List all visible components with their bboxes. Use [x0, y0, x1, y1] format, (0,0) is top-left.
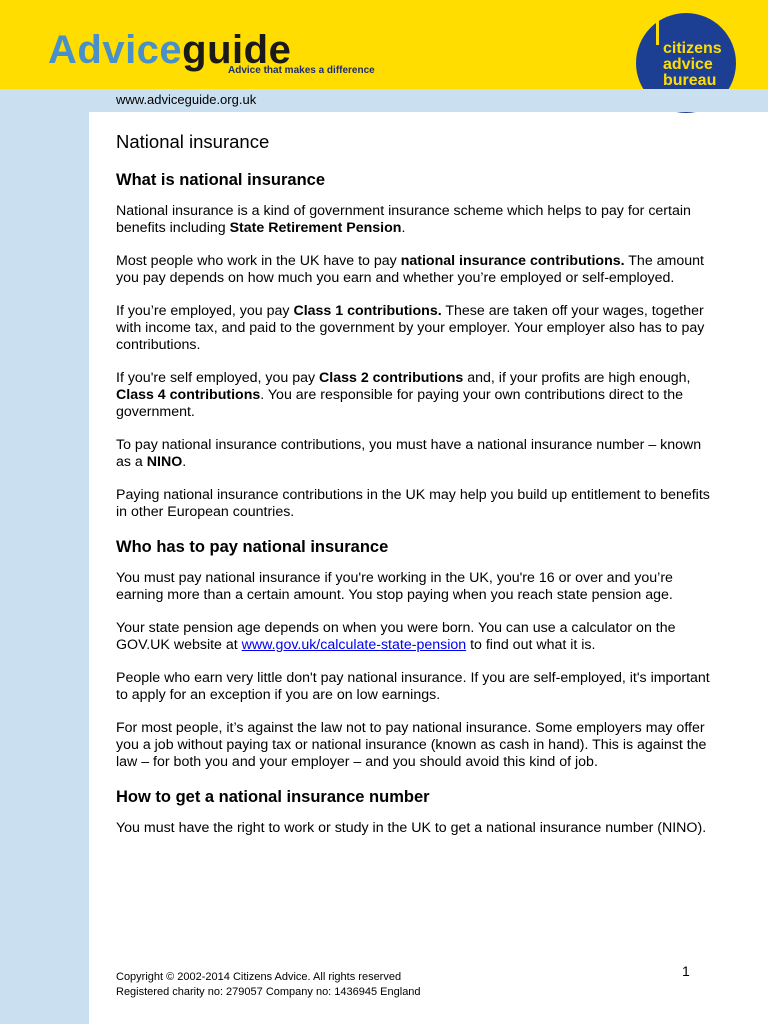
paragraph: You must pay national insurance if you're working in the UK, you're 16 or over and you’re earning more than a certain amount. You stop paying when you reach state pension age.: [116, 570, 673, 603]
logo-line-2: advice: [663, 56, 713, 73]
logo-line-1: citizens: [663, 40, 722, 57]
site-url[interactable]: www.adviceguide.org.uk: [116, 92, 257, 107]
paragraph: If you’re employed, you pay Class 1 contributions. These are taken off your wages, together with income tax, and paid to the government by your employer. Your employer also has to pay contributions.: [116, 303, 705, 353]
state-pension-link[interactable]: www.gov.uk/calculate-state-pension: [241, 637, 467, 653]
paragraph: Most people who work in the UK have to pay national insurance contributions. The amount you pay depends on how much you earn and whether you’re employed or self-employed.: [116, 253, 704, 286]
footer: [116, 970, 421, 1000]
logo-bar-mark: [656, 19, 659, 45]
document-body: [116, 131, 712, 853]
paragraph: For most people, it’s against the law not to pay national insurance. Some employers may offer you a job without paying tax or national insurance (known as cash in hand). This is against the law – for both you and your employer – and you should avoid this kind of job.: [116, 720, 707, 770]
paragraph: National insurance is a kind of government insurance scheme which helps to pay for certain benefits including State Retirement Pension.: [116, 203, 691, 236]
brand-part-guide: guide: [182, 28, 292, 72]
paragraph: To pay national insurance contributions, you must have a national insurance number – known as a NINO.: [116, 437, 702, 470]
section-heading: How to get a national insurance number: [116, 788, 430, 806]
section-heading: What is national insurance: [116, 171, 326, 189]
paragraph: Your state pension age depends on when you were born. You can use a calculator on the GOV.UK website at www.gov.uk/calculate-state-pension to find out what it is.: [116, 620, 676, 653]
paragraph: Paying national insurance contributions in the UK may help you build up entitlement to benefits in other European countries.: [116, 487, 710, 520]
brand-part-advice: Advice: [48, 28, 183, 72]
page-title: National insurance: [116, 131, 270, 152]
paragraph: You must have the right to work or study in the UK to get a national insurance number (NINO).: [116, 820, 707, 836]
paragraph: If you're self employed, you pay Class 2 contributions and, if your profits are high enough, Class 4 contributions. You are responsible for paying your own contributions direct to the government.: [116, 370, 691, 420]
left-sidebar-band: [0, 89, 89, 1024]
logo-text: [663, 41, 722, 89]
logo-line-3: bureau: [663, 72, 717, 89]
copyright-text: Copyright © 2002-2014 Citizens Advice. All rights reserved: [116, 971, 402, 983]
tagline: Advice that makes a difference: [228, 65, 375, 76]
charity-registration-text: Registered charity no: 279057 Company no: 1436945 England: [116, 986, 421, 998]
section-heading: Who has to pay national insurance: [116, 538, 389, 556]
page-number: 1: [682, 963, 690, 979]
paragraph: People who earn very little don't pay national insurance. If you are self-employed, it's important to apply for an exception if you are on low earnings.: [116, 670, 710, 703]
